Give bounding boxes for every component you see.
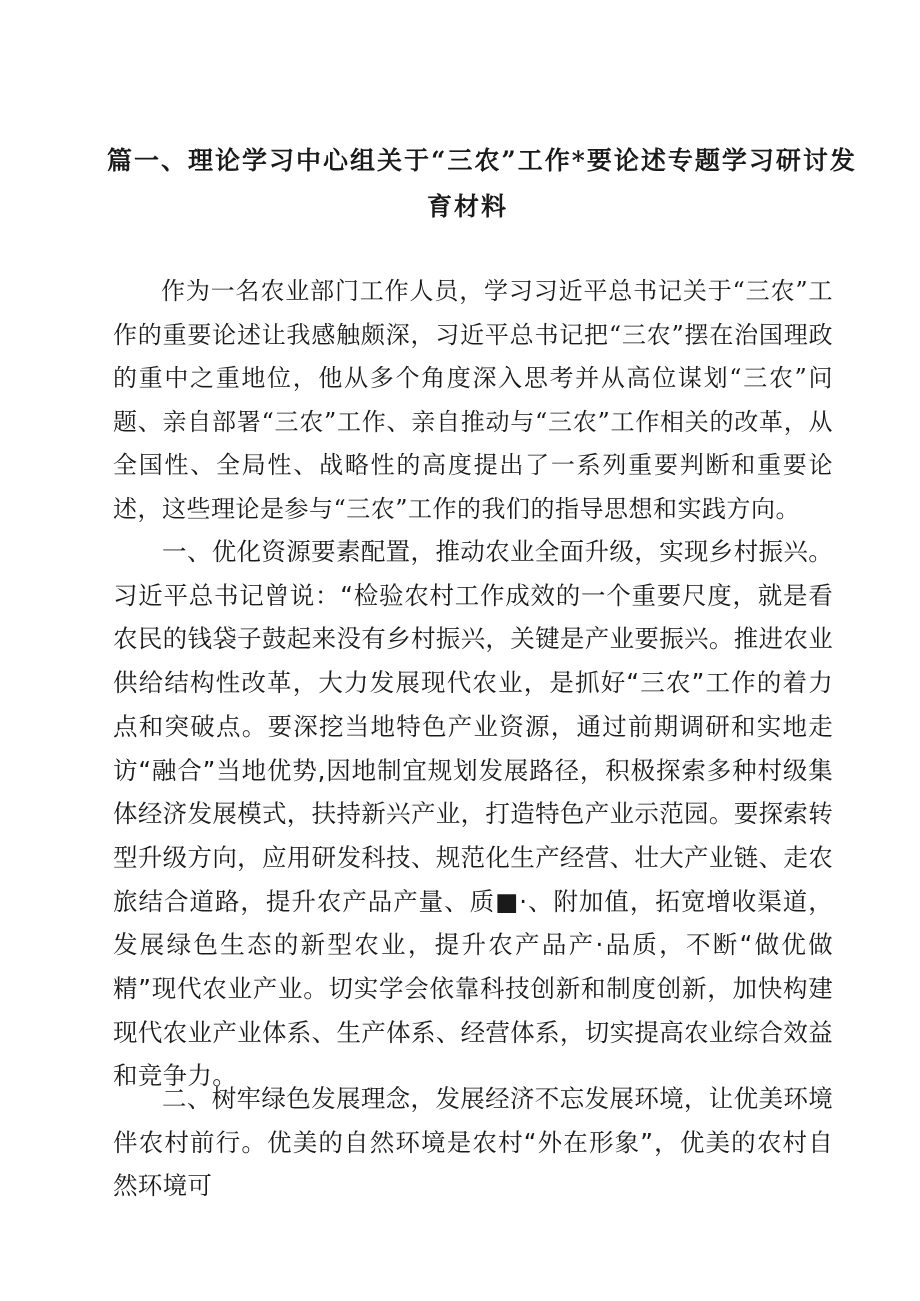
document-title-line-1: 篇一、理论学习中心组关于“三农”工作*要论述专题学习研讨发 <box>107 146 857 175</box>
paragraph-intro: 作为一名农业部门工作人员，学习习近平总书记关于“三农”工作的重要论述让我感触颇深，习近平总书记把“三农”摆在治国理政的重中之重地位，他从多个角度深入思考并从高位谋划“三农”问题、亲自部署“三农”工作、亲自推动与“三农”工作相关的改革，从全国性、全局性、战略性的高度提出了一系列重要判断和重要论述，这些理论是参与“三农”工作的我们的指导思想和实践方向。 <box>113 277 833 523</box>
document-title <box>95 138 857 230</box>
document-title-line-2: 育材料 <box>426 192 508 221</box>
paragraph-section-one: 一、优化资源要素配置，推动农业全面升级，实现乡村振兴。习近平总书记曾说：“检验农村工作成效的一个重要尺度，就是看农民的钱袋子鼓起来没有乡村振兴，关键是产业要振兴。推进农业供给结构性改革，大力发展现代农业，是抓好“三农”工作的着力点和突破点。要深挖当地特色产业资源，通过前期调研和实地走访“融合”当地优势,因地制宜规划发展路径，积极探索多种村级集体经济发展模式，扶持新兴产业，打造特色产业示范园。要探索转型升级方向，应用研发科技、规范化生产经营、壮大产业链、走农旅结合道路，提升农产品产量、质■·、附加值，拓宽增收渠道，发展绿色生态的新型农业，提升农产品产·品质，不断“做优做精”现代农业产业。切实学会依靠科技创新和制度创新，加快构建现代农业产业体系、生产体系、经营体系，切实提高农业综合效益和竞争力。 <box>113 537 833 1091</box>
paragraph-section-two: 二、树牢绿色发展理念，发展经济不忘发展环境，让优美环境伴农村前行。优美的自然环境是农村“外在形象”，优美的农村自然环境可 <box>113 1084 833 1201</box>
